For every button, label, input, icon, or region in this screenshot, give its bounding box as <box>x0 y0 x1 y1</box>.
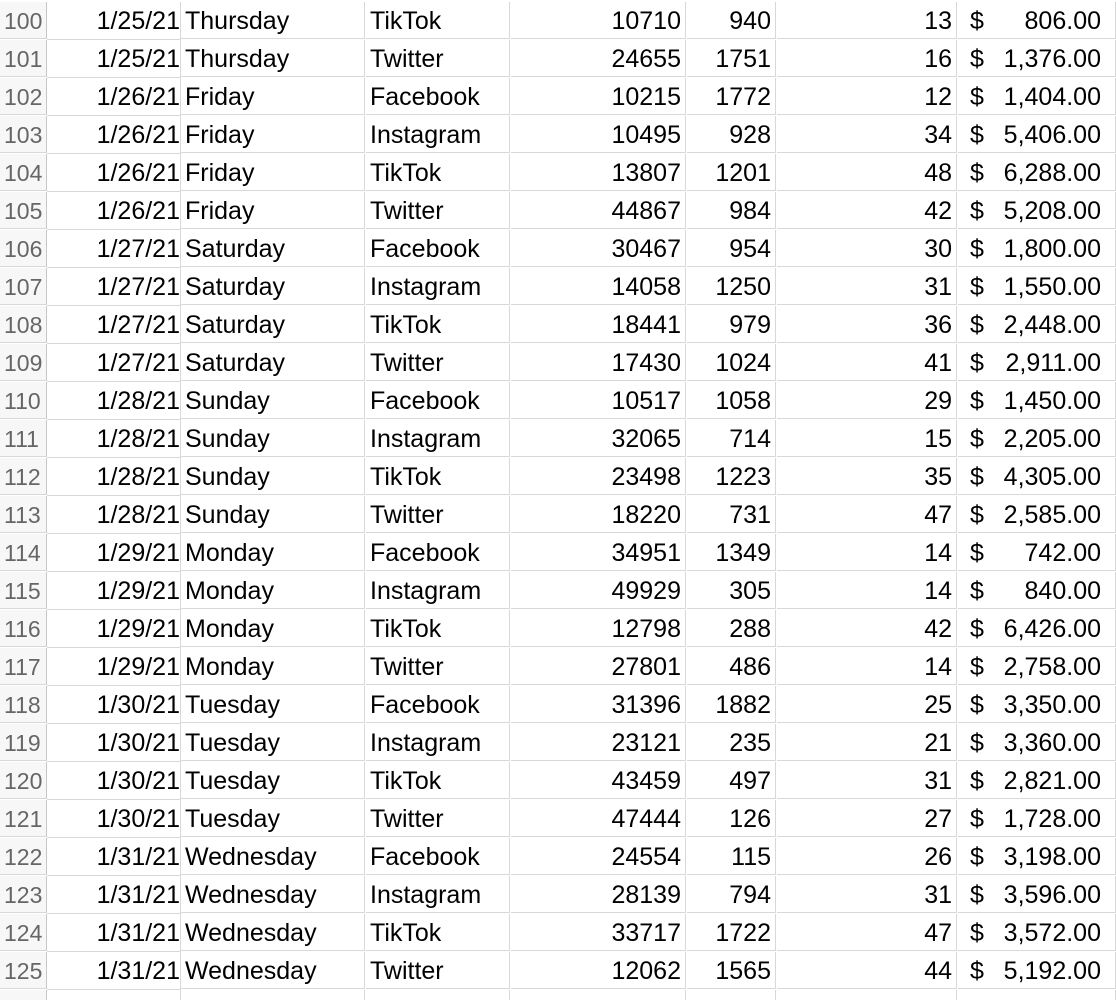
table-row <box>0 78 1116 116</box>
date-cell[interactable]: 1/31/21 <box>47 876 181 914</box>
currency-cell[interactable] <box>958 230 1116 267</box>
day-cell[interactable]: Sunday <box>181 458 365 495</box>
date-cell[interactable]: 1/26/21 <box>47 116 181 154</box>
currency-amount: 2,821.00 <box>1003 767 1101 795</box>
number-cell[interactable]: 14 <box>777 648 957 685</box>
number-cell[interactable]: 29 <box>777 382 957 419</box>
number-cell[interactable]: 36 <box>777 306 957 343</box>
number-cell[interactable]: 115 <box>687 838 776 875</box>
number-cell[interactable]: 35 <box>777 458 957 495</box>
table-row <box>0 306 1116 344</box>
currency-symbol: $ <box>970 691 984 719</box>
currency-cell[interactable] <box>958 192 1116 229</box>
date-cell[interactable]: 1/31/21 <box>47 838 181 876</box>
currency-amount: 6,288.00 <box>1003 159 1101 187</box>
row-header[interactable]: 106 <box>0 230 47 267</box>
row-header[interactable]: 121 <box>0 800 47 837</box>
day-cell[interactable]: Tuesday <box>181 724 365 761</box>
currency-cell[interactable] <box>958 344 1116 381</box>
empty-cell[interactable] <box>687 990 776 1000</box>
number-cell[interactable]: 10215 <box>511 78 686 115</box>
number-cell[interactable]: 23498 <box>511 458 686 495</box>
currency-cell[interactable] <box>958 268 1116 305</box>
currency-cell[interactable] <box>958 382 1116 419</box>
table-row <box>0 838 1116 876</box>
day-cell[interactable]: Friday <box>181 78 365 115</box>
currency-symbol: $ <box>970 387 984 415</box>
currency-cell[interactable] <box>958 306 1116 343</box>
row-header[interactable]: 105 <box>0 192 47 229</box>
currency-cell[interactable] <box>958 154 1116 191</box>
number-cell[interactable]: 1565 <box>687 952 776 989</box>
currency-amount: 1,376.00 <box>1003 45 1101 73</box>
number-cell[interactable]: 18220 <box>511 496 686 533</box>
currency-symbol: $ <box>970 463 984 491</box>
platform-cell[interactable]: Facebook <box>366 78 510 115</box>
number-cell[interactable]: 31 <box>777 268 957 305</box>
currency-amount: 2,911.00 <box>1005 349 1101 377</box>
row-header[interactable]: 122 <box>0 838 47 875</box>
table-row <box>0 648 1116 686</box>
date-cell[interactable]: 1/30/21 <box>47 762 181 800</box>
currency-symbol: $ <box>970 957 984 985</box>
currency-amount: 1,728.00 <box>1003 805 1101 833</box>
number-cell[interactable]: 1722 <box>687 914 776 951</box>
currency-amount: 4,305.00 <box>1003 463 1101 491</box>
day-cell[interactable]: Wednesday <box>181 876 365 913</box>
day-cell[interactable]: Saturday <box>181 306 365 343</box>
number-cell[interactable]: 34951 <box>511 534 686 571</box>
number-cell[interactable]: 12 <box>777 78 957 115</box>
number-cell[interactable]: 984 <box>687 192 776 229</box>
number-cell[interactable]: 17430 <box>511 344 686 381</box>
currency-symbol: $ <box>970 539 984 567</box>
platform-cell[interactable]: Facebook <box>366 534 510 571</box>
day-cell[interactable]: Sunday <box>181 496 365 533</box>
number-cell[interactable]: 12062 <box>511 952 686 989</box>
number-cell[interactable]: 23121 <box>511 724 686 761</box>
date-cell[interactable]: 1/30/21 <box>47 724 181 762</box>
platform-cell[interactable]: Twitter <box>366 800 510 837</box>
number-cell[interactable]: 1250 <box>687 268 776 305</box>
day-cell[interactable]: Monday <box>181 648 365 685</box>
empty-cell[interactable] <box>777 990 957 1000</box>
currency-amount: 5,406.00 <box>1003 121 1101 149</box>
number-cell[interactable]: 235 <box>687 724 776 761</box>
empty-cell[interactable] <box>47 990 181 1000</box>
day-cell[interactable]: Monday <box>181 534 365 571</box>
day-cell[interactable]: Sunday <box>181 382 365 419</box>
row-header[interactable]: 109 <box>0 344 47 381</box>
currency-amount: 3,350.00 <box>1003 691 1101 719</box>
day-cell[interactable]: Monday <box>181 572 365 609</box>
currency-amount: 2,448.00 <box>1003 311 1101 339</box>
row-header[interactable]: 108 <box>0 306 47 343</box>
number-cell[interactable]: 42 <box>777 610 957 647</box>
platform-cell[interactable]: Facebook <box>366 230 510 267</box>
number-cell[interactable]: 24554 <box>511 838 686 875</box>
currency-cell[interactable] <box>958 838 1116 875</box>
day-cell[interactable]: Tuesday <box>181 762 365 799</box>
number-cell[interactable]: 31 <box>777 762 957 799</box>
date-cell[interactable]: 1/27/21 <box>47 268 181 306</box>
number-cell[interactable]: 12798 <box>511 610 686 647</box>
number-cell[interactable]: 794 <box>687 876 776 913</box>
currency-cell[interactable] <box>958 78 1116 115</box>
number-cell[interactable]: 1024 <box>687 344 776 381</box>
currency-cell[interactable] <box>958 116 1116 153</box>
currency-cell[interactable] <box>958 458 1116 495</box>
table-row <box>0 192 1116 230</box>
currency-symbol: $ <box>970 7 984 35</box>
platform-cell[interactable]: Facebook <box>366 382 510 419</box>
number-cell[interactable]: 18441 <box>511 306 686 343</box>
date-cell[interactable]: 1/31/21 <box>47 952 181 990</box>
currency-amount: 3,198.00 <box>1003 843 1101 871</box>
row-header[interactable]: 113 <box>0 496 47 533</box>
row-header[interactable]: 120 <box>0 762 47 799</box>
empty-cell[interactable] <box>181 990 365 1000</box>
platform-cell[interactable]: Twitter <box>366 648 510 685</box>
date-cell[interactable]: 1/28/21 <box>47 420 181 458</box>
date-cell[interactable]: 1/26/21 <box>47 192 181 230</box>
day-cell[interactable]: Wednesday <box>181 952 365 989</box>
number-cell[interactable]: 288 <box>687 610 776 647</box>
number-cell[interactable]: 26 <box>777 838 957 875</box>
day-cell[interactable]: Friday <box>181 154 365 191</box>
number-cell[interactable]: 126 <box>687 800 776 837</box>
currency-amount: 1,800.00 <box>1003 235 1101 263</box>
currency-symbol: $ <box>970 349 984 377</box>
currency-cell[interactable] <box>958 572 1116 609</box>
date-cell[interactable]: 1/27/21 <box>47 230 181 268</box>
currency-cell[interactable] <box>958 952 1116 989</box>
platform-cell[interactable]: Instagram <box>366 420 510 457</box>
number-cell[interactable]: 25 <box>777 686 957 723</box>
number-cell[interactable]: 43459 <box>511 762 686 799</box>
row-header[interactable]: 107 <box>0 268 47 305</box>
number-cell[interactable]: 940 <box>687 2 776 39</box>
table-row <box>0 2 1116 40</box>
table-row <box>0 382 1116 420</box>
row-header[interactable]: 114 <box>0 534 47 571</box>
day-cell[interactable]: Friday <box>181 116 365 153</box>
number-cell[interactable]: 30 <box>777 230 957 267</box>
currency-symbol: $ <box>970 45 984 73</box>
row-header[interactable]: 101 <box>0 40 47 77</box>
number-cell[interactable]: 16 <box>777 40 957 77</box>
table-row <box>0 724 1116 762</box>
day-cell[interactable]: Saturday <box>181 268 365 305</box>
row-header[interactable]: 100 <box>0 2 47 39</box>
currency-cell[interactable] <box>958 40 1116 77</box>
number-cell[interactable]: 714 <box>687 420 776 457</box>
day-cell[interactable]: Thursday <box>181 40 365 77</box>
table-row <box>0 610 1116 648</box>
number-cell[interactable]: 33717 <box>511 914 686 951</box>
currency-amount: 742.00 <box>1024 539 1101 567</box>
platform-cell[interactable]: Instagram <box>366 724 510 761</box>
platform-cell[interactable]: Twitter <box>366 344 510 381</box>
currency-symbol: $ <box>970 881 984 909</box>
platform-cell[interactable]: Facebook <box>366 686 510 723</box>
number-cell[interactable]: 954 <box>687 230 776 267</box>
number-cell[interactable]: 49929 <box>511 572 686 609</box>
date-cell[interactable]: 1/30/21 <box>47 686 181 724</box>
table-row <box>0 876 1116 914</box>
row-header[interactable]: 119 <box>0 724 47 761</box>
number-cell[interactable]: 48 <box>777 154 957 191</box>
table-row <box>0 40 1116 78</box>
currency-amount: 1,404.00 <box>1003 83 1101 111</box>
row-header[interactable]: 117 <box>0 648 47 685</box>
currency-symbol: $ <box>970 577 984 605</box>
table-row <box>0 800 1116 838</box>
row-header[interactable]: 118 <box>0 686 47 723</box>
number-cell[interactable]: 42 <box>777 192 957 229</box>
currency-amount: 3,596.00 <box>1003 881 1101 909</box>
number-cell[interactable]: 10710 <box>511 2 686 39</box>
number-cell[interactable]: 1058 <box>687 382 776 419</box>
currency-cell[interactable] <box>958 534 1116 571</box>
empty-cell[interactable] <box>0 990 47 1000</box>
date-cell[interactable]: 1/28/21 <box>47 496 181 534</box>
currency-amount: 5,208.00 <box>1003 197 1101 225</box>
row-header[interactable]: 116 <box>0 610 47 647</box>
date-cell[interactable]: 1/25/21 <box>47 40 181 78</box>
platform-cell[interactable]: TikTok <box>366 914 510 951</box>
currency-cell[interactable] <box>958 914 1116 951</box>
number-cell[interactable]: 24655 <box>511 40 686 77</box>
number-cell[interactable]: 1772 <box>687 78 776 115</box>
currency-cell[interactable] <box>958 724 1116 761</box>
number-cell[interactable]: 13 <box>777 2 957 39</box>
day-cell[interactable]: Tuesday <box>181 800 365 837</box>
day-cell[interactable]: Saturday <box>181 230 365 267</box>
platform-cell[interactable]: TikTok <box>366 2 510 39</box>
currency-amount: 806.00 <box>1024 7 1101 35</box>
number-cell[interactable]: 14058 <box>511 268 686 305</box>
number-cell[interactable]: 47444 <box>511 800 686 837</box>
currency-amount: 2,205.00 <box>1003 425 1101 453</box>
date-cell[interactable]: 1/27/21 <box>47 306 181 344</box>
table-row <box>0 686 1116 724</box>
row-header[interactable]: 111 <box>0 420 47 457</box>
date-cell[interactable]: 1/28/21 <box>47 382 181 420</box>
table-row <box>0 154 1116 192</box>
currency-cell[interactable] <box>958 610 1116 647</box>
platform-cell[interactable]: TikTok <box>366 458 510 495</box>
currency-symbol: $ <box>970 729 984 757</box>
currency-symbol: $ <box>970 425 984 453</box>
table-row <box>0 914 1116 952</box>
table-row <box>0 458 1116 496</box>
number-cell[interactable]: 1201 <box>687 154 776 191</box>
number-cell[interactable]: 486 <box>687 648 776 685</box>
currency-amount: 1,450.00 <box>1003 387 1101 415</box>
currency-amount: 2,585.00 <box>1003 501 1101 529</box>
day-cell[interactable]: Saturday <box>181 344 365 381</box>
currency-cell[interactable] <box>958 496 1116 533</box>
currency-amount: 3,572.00 <box>1003 919 1101 947</box>
number-cell[interactable]: 14 <box>777 534 957 571</box>
currency-cell[interactable] <box>958 876 1116 913</box>
date-cell[interactable]: 1/29/21 <box>47 534 181 572</box>
currency-symbol: $ <box>970 843 984 871</box>
table-row <box>0 572 1116 610</box>
number-cell[interactable]: 497 <box>687 762 776 799</box>
row-header[interactable]: 102 <box>0 78 47 115</box>
number-cell[interactable]: 44867 <box>511 192 686 229</box>
number-cell[interactable]: 31 <box>777 876 957 913</box>
table-row-partial <box>0 990 1116 1000</box>
table-row <box>0 952 1116 990</box>
number-cell[interactable]: 1751 <box>687 40 776 77</box>
currency-cell[interactable] <box>958 420 1116 457</box>
number-cell[interactable]: 14 <box>777 572 957 609</box>
number-cell[interactable]: 1882 <box>687 686 776 723</box>
currency-symbol: $ <box>970 501 984 529</box>
currency-symbol: $ <box>970 121 984 149</box>
empty-cell[interactable] <box>366 990 510 1000</box>
platform-cell[interactable]: Twitter <box>366 496 510 533</box>
currency-cell[interactable] <box>958 686 1116 723</box>
currency-amount: 3,360.00 <box>1003 729 1101 757</box>
date-cell[interactable]: 1/26/21 <box>47 154 181 192</box>
currency-amount: 6,426.00 <box>1003 615 1101 643</box>
row-header[interactable]: 125 <box>0 952 47 989</box>
day-cell[interactable]: Wednesday <box>181 838 365 875</box>
date-cell[interactable]: 1/31/21 <box>47 914 181 952</box>
currency-symbol: $ <box>970 197 984 225</box>
date-cell[interactable]: 1/27/21 <box>47 344 181 382</box>
currency-symbol: $ <box>970 767 984 795</box>
table-row <box>0 534 1116 572</box>
platform-cell[interactable]: TikTok <box>366 154 510 191</box>
table-row <box>0 420 1116 458</box>
currency-amount: 840.00 <box>1024 577 1101 605</box>
date-cell[interactable]: 1/30/21 <box>47 800 181 838</box>
number-cell[interactable]: 13807 <box>511 154 686 191</box>
platform-cell[interactable]: Twitter <box>366 40 510 77</box>
day-cell[interactable]: Thursday <box>181 2 365 39</box>
currency-cell[interactable] <box>958 648 1116 685</box>
day-cell[interactable]: Wednesday <box>181 914 365 951</box>
currency-symbol: $ <box>970 805 984 833</box>
row-header[interactable]: 104 <box>0 154 47 191</box>
currency-symbol: $ <box>970 159 984 187</box>
number-cell[interactable]: 10517 <box>511 382 686 419</box>
date-cell[interactable]: 1/29/21 <box>47 572 181 610</box>
number-cell[interactable]: 32065 <box>511 420 686 457</box>
currency-symbol: $ <box>970 235 984 263</box>
platform-cell[interactable]: Instagram <box>366 876 510 913</box>
platform-cell[interactable]: Twitter <box>366 192 510 229</box>
currency-symbol: $ <box>970 919 984 947</box>
number-cell[interactable]: 28139 <box>511 876 686 913</box>
row-header[interactable]: 124 <box>0 914 47 951</box>
platform-cell[interactable]: TikTok <box>366 306 510 343</box>
row-header[interactable]: 110 <box>0 382 47 419</box>
date-cell[interactable]: 1/26/21 <box>47 78 181 116</box>
number-cell[interactable]: 15 <box>777 420 957 457</box>
platform-cell[interactable]: Instagram <box>366 268 510 305</box>
number-cell[interactable]: 41 <box>777 344 957 381</box>
number-cell[interactable]: 34 <box>777 116 957 153</box>
number-cell[interactable]: 31396 <box>511 686 686 723</box>
number-cell[interactable]: 47 <box>777 914 957 951</box>
currency-symbol: $ <box>970 273 984 301</box>
table-row <box>0 268 1116 306</box>
number-cell[interactable]: 47 <box>777 496 957 533</box>
table-row <box>0 116 1116 154</box>
platform-cell[interactable]: TikTok <box>366 762 510 799</box>
day-cell[interactable]: Monday <box>181 610 365 647</box>
date-cell[interactable]: 1/29/21 <box>47 610 181 648</box>
table-row <box>0 496 1116 534</box>
currency-amount: 5,192.00 <box>1003 957 1101 985</box>
platform-cell[interactable]: Instagram <box>366 116 510 153</box>
date-cell[interactable]: 1/29/21 <box>47 648 181 686</box>
row-header[interactable]: 112 <box>0 458 47 495</box>
currency-symbol: $ <box>970 311 984 339</box>
currency-symbol: $ <box>970 83 984 111</box>
row-header[interactable]: 123 <box>0 876 47 913</box>
currency-symbol: $ <box>970 615 984 643</box>
number-cell[interactable]: 30467 <box>511 230 686 267</box>
currency-amount: 1,550.00 <box>1003 273 1101 301</box>
date-cell[interactable]: 1/25/21 <box>47 2 181 40</box>
row-header[interactable]: 103 <box>0 116 47 153</box>
table-row <box>0 762 1116 800</box>
day-cell[interactable]: Friday <box>181 192 365 229</box>
number-cell[interactable]: 1223 <box>687 458 776 495</box>
number-cell[interactable]: 979 <box>687 306 776 343</box>
empty-cell[interactable] <box>958 990 1116 1000</box>
number-cell[interactable]: 21 <box>777 724 957 761</box>
platform-cell[interactable]: Twitter <box>366 952 510 989</box>
currency-amount: 2,758.00 <box>1003 653 1101 681</box>
platform-cell[interactable]: Instagram <box>366 572 510 609</box>
currency-symbol: $ <box>970 653 984 681</box>
number-cell[interactable]: 305 <box>687 572 776 609</box>
number-cell[interactable]: 27 <box>777 800 957 837</box>
currency-cell[interactable] <box>958 762 1116 799</box>
table-row <box>0 230 1116 268</box>
number-cell[interactable]: 27801 <box>511 648 686 685</box>
platform-cell[interactable]: Facebook <box>366 838 510 875</box>
day-cell[interactable]: Tuesday <box>181 686 365 723</box>
platform-cell[interactable]: TikTok <box>366 610 510 647</box>
currency-cell[interactable] <box>958 2 1116 39</box>
date-cell[interactable]: 1/28/21 <box>47 458 181 496</box>
number-cell[interactable]: 10495 <box>511 116 686 153</box>
empty-cell[interactable] <box>511 990 686 1000</box>
table-row <box>0 344 1116 382</box>
number-cell[interactable]: 1349 <box>687 534 776 571</box>
day-cell[interactable]: Sunday <box>181 420 365 457</box>
currency-cell[interactable] <box>958 800 1116 837</box>
row-header[interactable]: 115 <box>0 572 47 609</box>
number-cell[interactable]: 44 <box>777 952 957 989</box>
number-cell[interactable]: 731 <box>687 496 776 533</box>
number-cell[interactable]: 928 <box>687 116 776 153</box>
